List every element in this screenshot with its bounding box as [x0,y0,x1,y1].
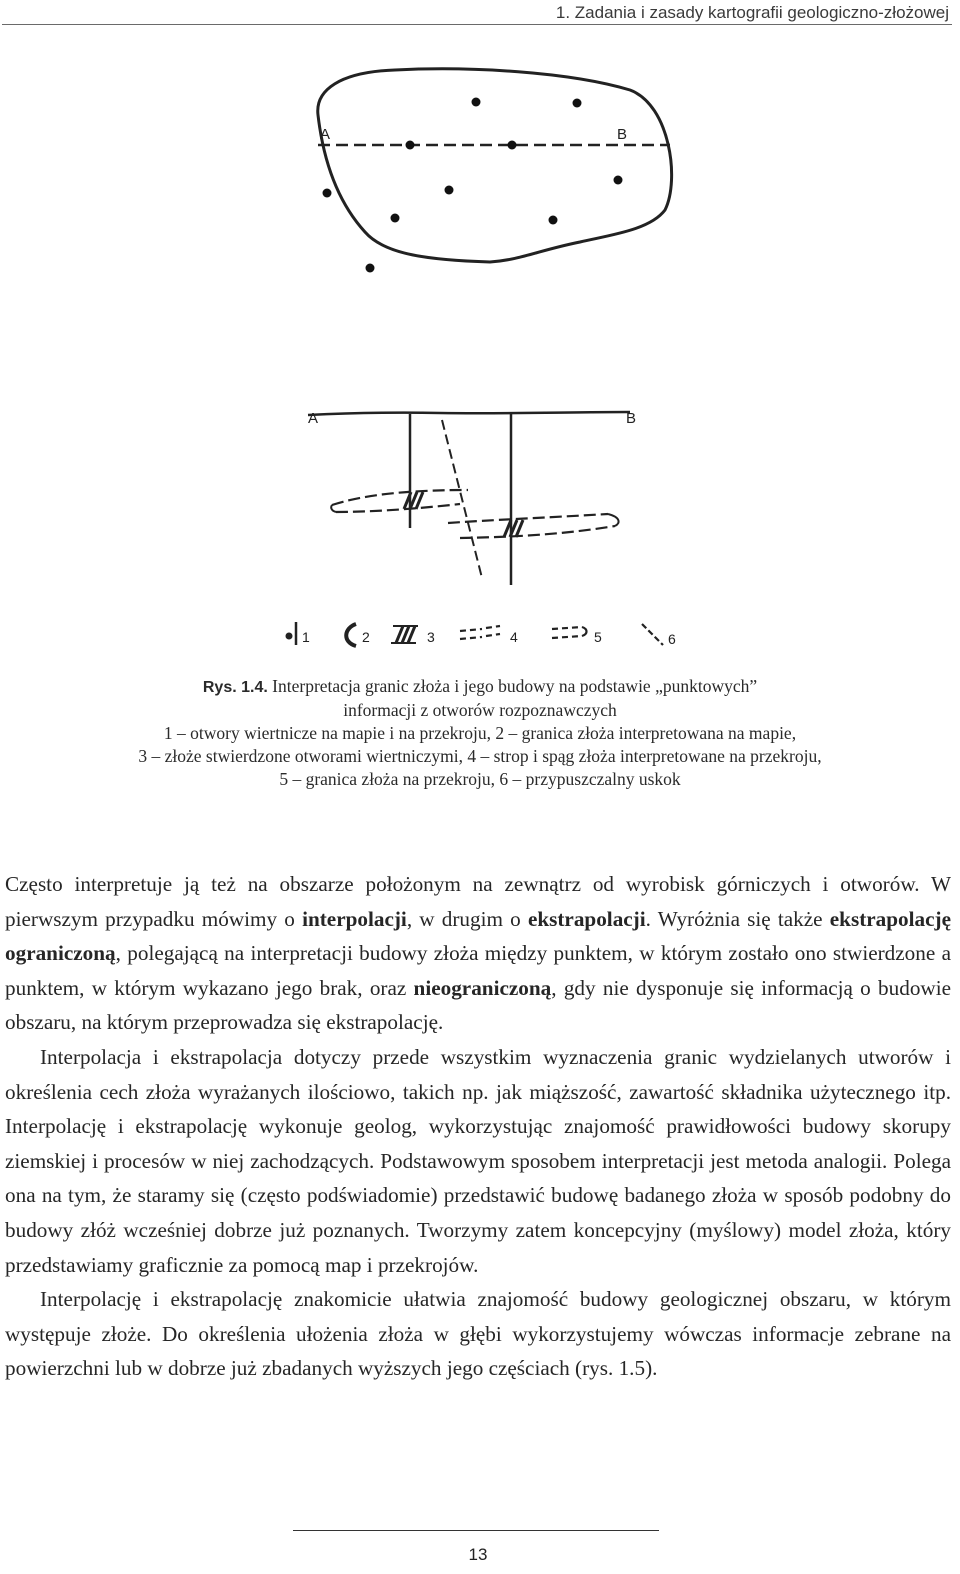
caption-line-4: 3 – złoże stwierdzone otworami wiertniczymi, 4 – strop i spąg złoża interpretowane na przekroju, [138,746,822,766]
paragraph-2: Interpolacja i ekstrapolacja dotyczy przede wszystkim wyznaczenia granic wydzielanych utworów i określenia cech złoża wyrażanych ilościowo, takich np. jak miąższość, zawartość składnika użytecznego itp. Interpolację i ekstrapolację wykonuje geolog, wykorzystując znajomość prawidłowości budowy skorupy ziemskiej i procesów w niej zachodzących. Podstawowym sposobem interpretacji jest metoda analogii. Polega ona na tym, że staramy się (często podświadomie) przedstawić budowę badanego złoża w sposób podobny do budowy złóż wcześniej dobrze już poznanych. Tworzymy zatem koncepcyjny (myślowy) model złoża, który przedstawiamy graficznie za pomocą map i przekrojów. [5,1044,951,1277]
section-label-b: B [626,410,637,427]
term-ekstrapolacja-ograniczona: ekstrapolację ograniczoną [5,906,951,966]
surface-line [308,412,630,415]
caption-label: Rys. 1.4. [202,679,268,696]
figure-1-4 [270,60,700,660]
header-rule [2,24,952,25]
borehole-points-map [323,98,623,273]
borehole-point [573,99,582,108]
section-boundary-dashed-icon [552,627,587,638]
map-view [318,69,672,273]
body-text [5,867,951,1386]
borehole-point [445,186,454,195]
borehole-point [508,141,517,150]
borehole-point [366,264,375,273]
section-label-a: A [308,410,319,427]
figure-legend [286,622,677,647]
fault-line [442,420,482,578]
caption-line-5: 5 – granica złoża na przekroju, 6 – przypuszczalny uskok [279,769,681,789]
map-label-a: A [320,126,331,143]
legend-item-6 [642,624,676,647]
term-nieograniczona: nieograniczoną [413,975,552,1000]
map-label-b: B [617,126,628,143]
proven-deposit-hatch-icon [391,626,418,643]
running-header [0,0,960,26]
deposit-lower-top [448,514,608,523]
caption-line-1 [0,675,960,699]
paragraph-1: Często interpretuje ją też na obszarze położonym na zewnątrz od wyrobisk górniczych i otworów. W pierwszym przypadku mówimy o interpolacji, w drugim o ekstrapolacji. Wyróżnia się także ekstrapolację ograniczoną, polegającą na interpretacji budowy złoża między punktem, w którym zostało ono stwierdzone a punktem, w którym wykazano jego brak, oraz nieograniczoną, gdy nie dysponuje się informacją o budowie obszaru, na którym przeprowadza się ekstrapolację. [5,872,952,1035]
deposit-upper-bottom [336,504,460,512]
borehole-point [614,176,623,185]
legend-num-4: 4 [510,629,518,645]
top-bottom-dashed-line-icon [460,626,500,639]
fault-line-icon [642,624,663,645]
borehole-point [323,189,332,198]
proven-deposit-mark-1 [404,492,423,509]
map-boundary-icon [346,624,356,646]
legend-item-4 [460,626,518,645]
legend-item-5 [552,627,602,645]
borehole-point [549,216,558,225]
borehole-point [391,214,400,223]
deposit-upper-left-end [331,505,336,512]
figure-caption [0,675,960,791]
legend-num-1: 1 [302,629,310,645]
running-header-title: 1. Zadania i zasady kartografii geologiczno-złożowej [555,3,949,22]
legend-item-3 [391,626,435,645]
legend-num-6: 6 [668,631,676,647]
legend-item-1 [286,622,311,645]
deposit-lower-right-end [608,514,619,526]
legend-num-3: 3 [427,629,435,645]
borehole-point [472,98,481,107]
deposit-upper-top [332,490,468,505]
proven-deposit-mark-2 [504,520,523,537]
term-interpolacji: interpolacji [302,906,407,931]
caption-line-3: 1 – otwory wiertnicze na mapie i na przekroju, 2 – granica złoża interpretowana na mapie, [163,723,797,743]
deposit-boundary-map [318,69,672,262]
caption-line-2: informacji z otworów rozpoznawczych [343,700,617,720]
borehole-icon [286,633,293,640]
term-ekstrapolacji: ekstrapolacji [527,906,646,931]
caption-line-1-text: Interpretacja granic złoża i jego budowy na podstawie „punktowych” [267,676,758,696]
legend-num-2: 2 [362,629,370,645]
paragraph-3: Interpolację i ekstrapolację znakomicie ułatwia znajomość budowy geologicznej obszaru, w którym występuje złoże. Do określenia ułożenia złoża w głębi wykorzystujemy wówczas informacje zebrane na powierzchni lub w dobrze już zbadanych wyższych jego częściach (rys. 1.5). [5,1287,951,1381]
deposit-lower-bottom [460,526,615,538]
legend-item-2 [346,624,370,646]
page-number: 13 [468,1545,488,1564]
cross-section [308,410,636,585]
borehole-point [406,141,415,150]
legend-num-5: 5 [594,629,602,645]
footer-rule [293,1530,659,1531]
